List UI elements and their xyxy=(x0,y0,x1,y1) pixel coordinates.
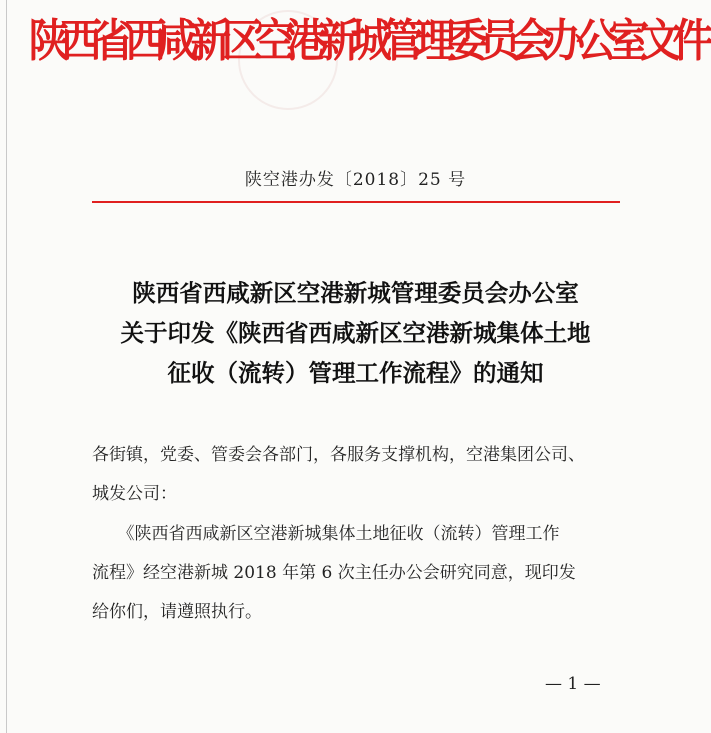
notice-title-line-2: 关于印发《陕西省西咸新区空港新城集体土地 xyxy=(120,319,591,347)
notice-title-line-3: 征收（流转）管理工作流程》的通知 xyxy=(167,359,544,387)
body-line-2: 城发公司： xyxy=(92,484,177,504)
body-line-4: 流程》经空港新城 2018 年第 6 次主任办公会研究同意，现印发 xyxy=(92,563,576,583)
document-header-title: 陕西省西咸新区空港新城管理委员会办公室文件 xyxy=(28,14,705,67)
red-separator-line xyxy=(92,201,620,203)
body-line-5: 给你们，请遵照执行。 xyxy=(92,602,262,622)
notice-title-line-1: 陕西省西咸新区空港新城管理委员会办公室 xyxy=(132,279,579,307)
page-number: — 1 — xyxy=(545,674,601,694)
notice-title xyxy=(0,273,711,393)
body-line-1: 各街镇，党委、管委会各部门，各服务支撑机构，空港集团公司、 xyxy=(92,445,585,465)
body-line-3: 《陕西省西咸新区空港新城集体土地征收（流转）管理工作 xyxy=(92,524,560,544)
document-number: 陕空港办发〔2018〕25 号 xyxy=(244,170,467,190)
